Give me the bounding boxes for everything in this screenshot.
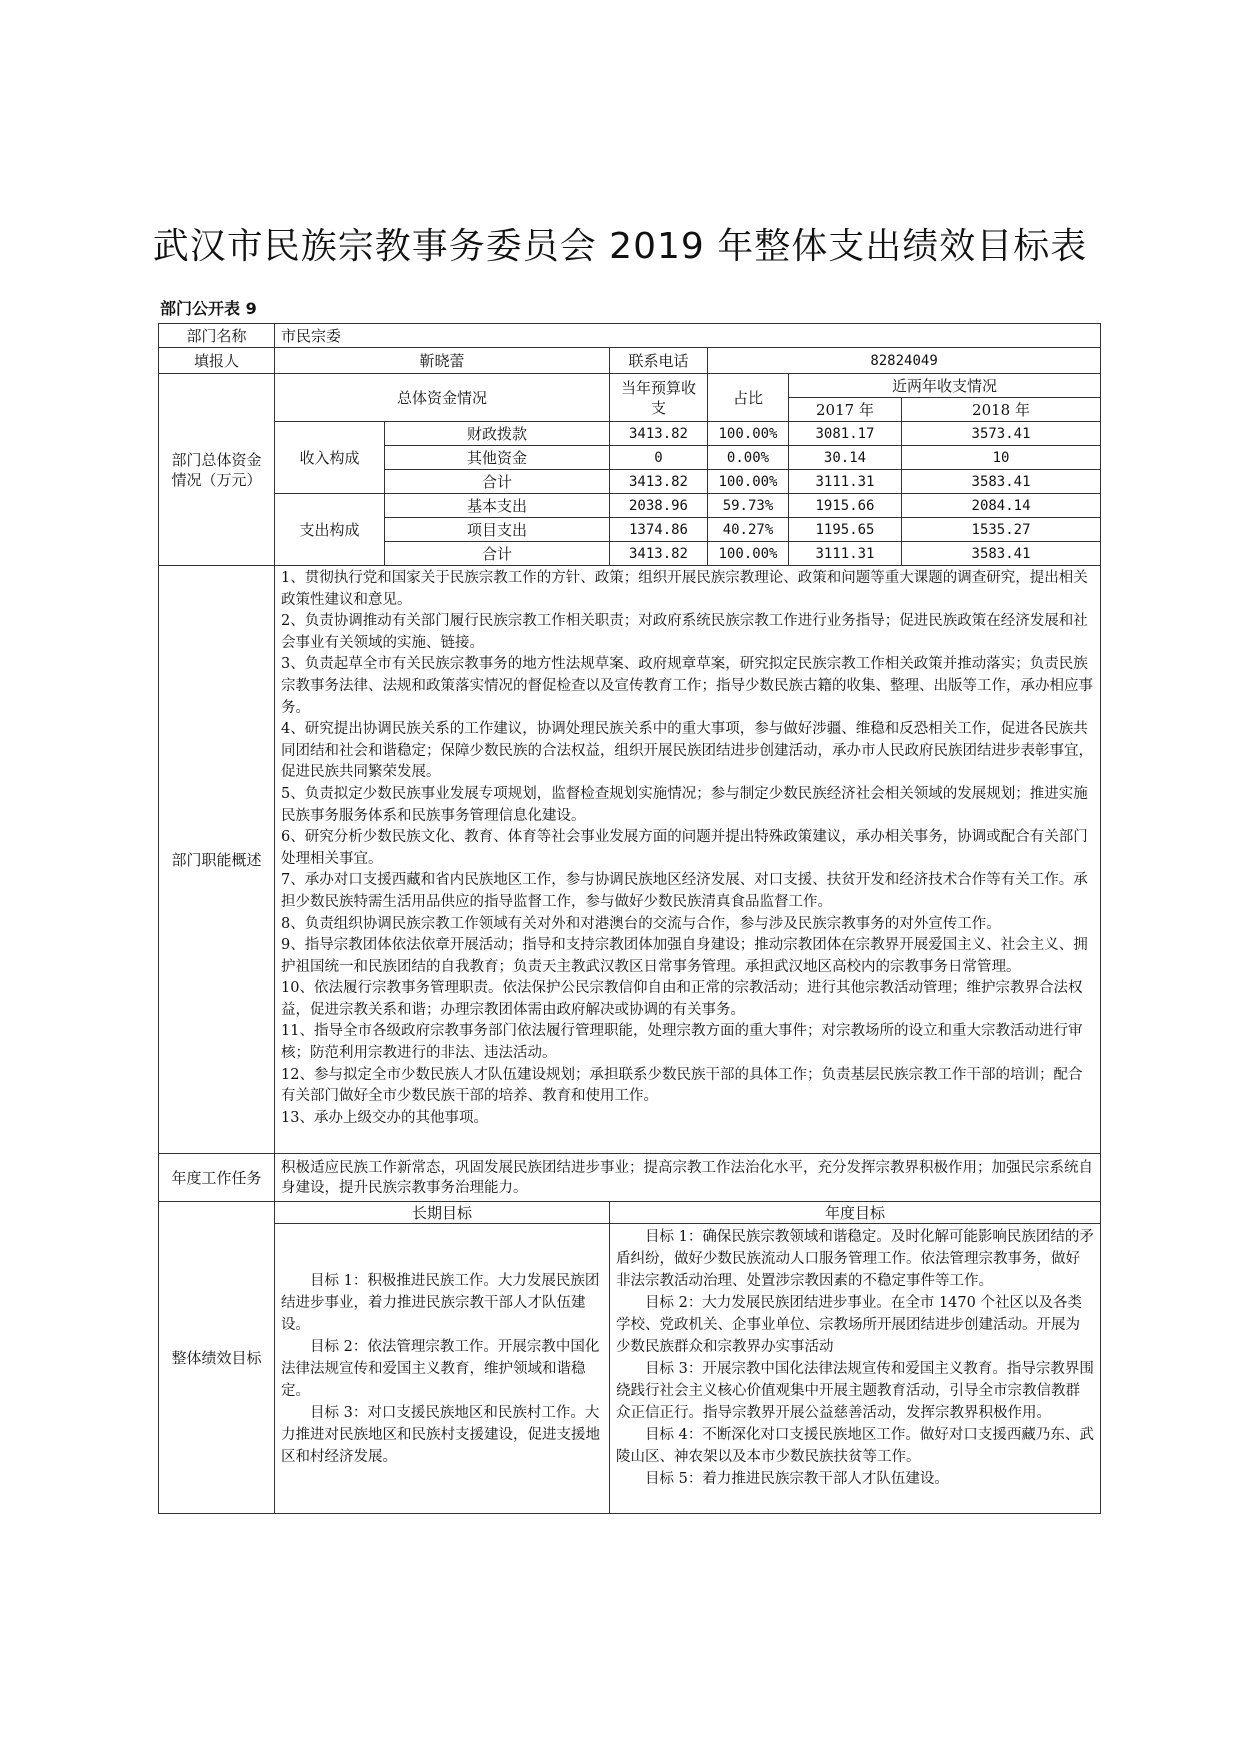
- ratio-header: 占比: [708, 374, 789, 422]
- table-row: [159, 422, 1101, 446]
- long-goals: [275, 1224, 610, 1514]
- annual-goal-item: 目标 2：大力发展民族团结进步事业。在全市 1470 个社区以及各类学校、党政机关、企事业单位、宗教场所开展团结进步创建活动。开展为少数民族群众和宗教界办实事活动: [616, 1295, 1082, 1355]
- long-goal-header: 长期目标: [275, 1202, 610, 1224]
- budget-cell: 1374.86: [610, 518, 708, 542]
- overall-funds-header: 总体资金情况: [275, 374, 610, 422]
- row-name: 合计: [385, 470, 610, 494]
- y2018-cell: 10: [902, 446, 1101, 470]
- phone-value: 82824049: [708, 348, 1101, 374]
- row-name: 其他资金: [385, 446, 610, 470]
- recent-years-header: 近两年收支情况: [789, 374, 1101, 398]
- annual-goal-item: 目标 3：开展宗教中国化法律法规宣传和爱国主义教育。指导宗教界围绕践行社会主义核心价值观集中开展主题教育活动，引导全市宗教信教群众正信正行。指导宗教界开展公益慈善活动，发挥宗教界积极作用。: [616, 1361, 1094, 1421]
- table-number: 部门公开表 9: [160, 299, 257, 318]
- y2018-cell: 2084.14: [902, 494, 1101, 518]
- annual-goal-item: 目标 4：不断深化对口支援民族地区工作。做好对口支援西藏乃东、武陵山区、神农架以及本市少数民族扶贫等工作。: [616, 1427, 1094, 1465]
- phone-label: 联系电话: [610, 348, 708, 374]
- y2017-cell: 3081.17: [789, 422, 902, 446]
- y2018-cell: 3583.41: [902, 470, 1101, 494]
- year-2017-header: 2017 年: [789, 398, 902, 422]
- ratio-cell: 59.73%: [708, 494, 789, 518]
- budget-cell: 0: [610, 446, 708, 470]
- filler-value: 靳晓蕾: [275, 348, 610, 374]
- row-name: 财政拨款: [385, 422, 610, 446]
- ratio-cell: 0.00%: [708, 446, 789, 470]
- performance-target-table: [158, 323, 1101, 1514]
- y2017-cell: 3111.31: [789, 470, 902, 494]
- function-item: 5、负责拟定少数民族事业发展专项规划，监督检查规划实施情况；参与制定少数民族经济社会相关领域的发展规划；推进实施民族事务服务体系和民族事务管理信息化建设。: [281, 785, 1088, 824]
- functions-label: 部门职能概述: [159, 566, 275, 1154]
- ratio-cell: 100.00%: [708, 542, 789, 566]
- ratio-cell: 100.00%: [708, 470, 789, 494]
- y2017-cell: 3111.31: [789, 542, 902, 566]
- filler-label: 填报人: [159, 348, 275, 374]
- function-item: 3、负责起草全市有关民族宗教事务的地方性法规草案、政府规章草案，研究拟定民族宗教工作相关政策并推动落实；负责民族宗教事务法律、法规和政策落实情况的督促检查以及宣传教育工作；指导少数民族古籍的收集、整理、出版等工作，承办相应事务。: [281, 656, 1093, 716]
- budget-cell: 3413.82: [610, 422, 708, 446]
- income-label: 收入构成: [275, 422, 385, 494]
- function-item: 2、负责协调推动有关部门履行民族宗教工作相关职责；对政府系统民族宗教工作进行业务指导；促进民族政策在经济发展和社会事业有关领域的实施、链接。: [281, 613, 1088, 651]
- row-name: 基本支出: [385, 494, 610, 518]
- function-item: 6、研究分析少数民族文化、教育、体育等社会事业发展方面的问题并提出特殊政策建议，承办相关事务，协调或配合有关部门处理相关事宜。: [281, 829, 1088, 867]
- function-item: 8、负责组织协调民族宗教工作领域有关对外和对港澳台的交流与合作，参与涉及民族宗教事务的对外宣传工作。: [281, 915, 1001, 932]
- annual-goals: [610, 1224, 1101, 1514]
- budget-header: 当年预算收支: [610, 374, 708, 422]
- page-title: 武汉市民族宗教事务委员会 2019 年整体支出绩效目标表: [152, 226, 1088, 267]
- annual-goal-item: 目标 5：着力推进民族宗教干部人才队伍建设。: [645, 1471, 949, 1487]
- annual-goal-header: 年度目标: [610, 1202, 1101, 1224]
- function-item: 9、指导宗教团体依法依章开展活动；指导和支持宗教团体加强自身建设；推动宗教团体在宗教界开展爱国主义、社会主义、拥护祖国统一和民族团结的自我教育；负责天主教武汉教区日常事务管理。承担武汉地区高校内的宗教事务日常管理。: [281, 937, 1088, 975]
- expense-label: 支出构成: [275, 494, 385, 566]
- annual-goal-item: 目标 1：确保民族宗教领域和谐稳定。及时化解可能影响民族团结的矛盾纠纷，做好少数民族流动人口服务管理工作。依法管理宗教事务，做好非法宗教活动治理、处置涉宗教因素的不稳定事件等工作。: [616, 1229, 1094, 1289]
- function-item: 4、研究提出协调民族关系的工作建议，协调处理民族关系中的重大事项，参与做好涉疆、维稳和反恐相关工作，促进各民族共同团结和社会和谐稳定；保障少数民族的合法权益，组织开展民族团结进步创建活动，承办市人民政府民族团结进步表彰事宜，促进民族共同繁荣发展。: [281, 721, 1093, 781]
- row-name: 项目支出: [385, 518, 610, 542]
- function-item: 11、指导全市各级政府宗教事务部门依法履行管理职能，处理宗教方面的重大事件；对宗教场所的设立和重大宗教活动进行审核；防范利用宗教进行的非法、违法活动。: [281, 1023, 1083, 1062]
- performance-label: 整体绩效目标: [159, 1202, 275, 1514]
- functions-list: [275, 566, 1101, 1154]
- annual-task-text: 积极适应民族工作新常态，巩固发展民族团结进步事业；提高宗教工作法治化水平，充分发挥宗教界积极作用；加强民宗系统自身建设，提升民族宗教事务治理能力。: [275, 1154, 1101, 1202]
- y2018-cell: 3583.41: [902, 542, 1101, 566]
- y2018-cell: 3573.41: [902, 422, 1101, 446]
- function-item: 10、依法履行宗教事务管理职责。依法保护公民宗教信仰自由和正常的宗教活动；进行其他宗教活动管理；维护宗教界合法权益，促进宗教关系和谐；办理宗教团体需由政府解决或协调的有关事务。: [281, 980, 1083, 1018]
- dept-name-value: 市民宗委: [275, 324, 1101, 348]
- function-item: 13、承办上级交办的其他事项。: [281, 1109, 488, 1126]
- function-item: 7、承办对口支援西藏和省内民族地区工作，参与协调民族地区经济发展、对口支援、扶贫开发和经济技术合作等有关工作。承担少数民族特需生活用品供应的指导监督工作，参与做好少数民族清真食品监督工作。: [281, 872, 1088, 910]
- long-goal-item: 目标 1：积极推进民族工作。大力发展民族团结进步事业，着力推进民族宗教干部人才队伍建设。: [281, 1272, 600, 1333]
- ratio-cell: 40.27%: [708, 518, 789, 542]
- budget-cell: 3413.82: [610, 542, 708, 566]
- function-item: 12、参与拟定全市少数民族人才队伍建设规划；承担联系少数民族干部的具体工作；负责基层民族宗教工作干部的培训；配合有关部门做好全市少数民族干部的培养、教育和使用工作。: [281, 1066, 1083, 1105]
- budget-cell: 2038.96: [610, 494, 708, 518]
- dept-name-label: 部门名称: [159, 324, 275, 348]
- ratio-cell: 100.00%: [708, 422, 789, 446]
- y2017-cell: 1915.66: [789, 494, 902, 518]
- budget-cell: 3413.82: [610, 470, 708, 494]
- y2017-cell: 1195.65: [789, 518, 902, 542]
- annual-task-label: 年度工作任务: [159, 1154, 275, 1202]
- y2017-cell: 30.14: [789, 446, 902, 470]
- table-row: [159, 494, 1101, 518]
- long-goal-item: 目标 2：依法管理宗教工作。开展宗教中国化法律法规宣传和爱国主义教育，维护领域和谐稳定。: [281, 1338, 600, 1399]
- function-item: 1、贯彻执行党和国家关于民族宗教工作的方针、政策；组织开展民族宗教理论、政策和问题等重大课题的调查研究，提出相关政策性建议和意见。: [281, 570, 1088, 608]
- funds-section-label: 部门总体资金情况（万元）: [159, 374, 275, 566]
- long-goal-item: 目标 3：对口支援民族地区和民族村工作。大力推进对民族地区和民族村支援建设，促进支援地区和村经济发展。: [281, 1404, 600, 1465]
- year-2018-header: 2018 年: [902, 398, 1101, 422]
- row-name: 合计: [385, 542, 610, 566]
- y2018-cell: 1535.27: [902, 518, 1101, 542]
